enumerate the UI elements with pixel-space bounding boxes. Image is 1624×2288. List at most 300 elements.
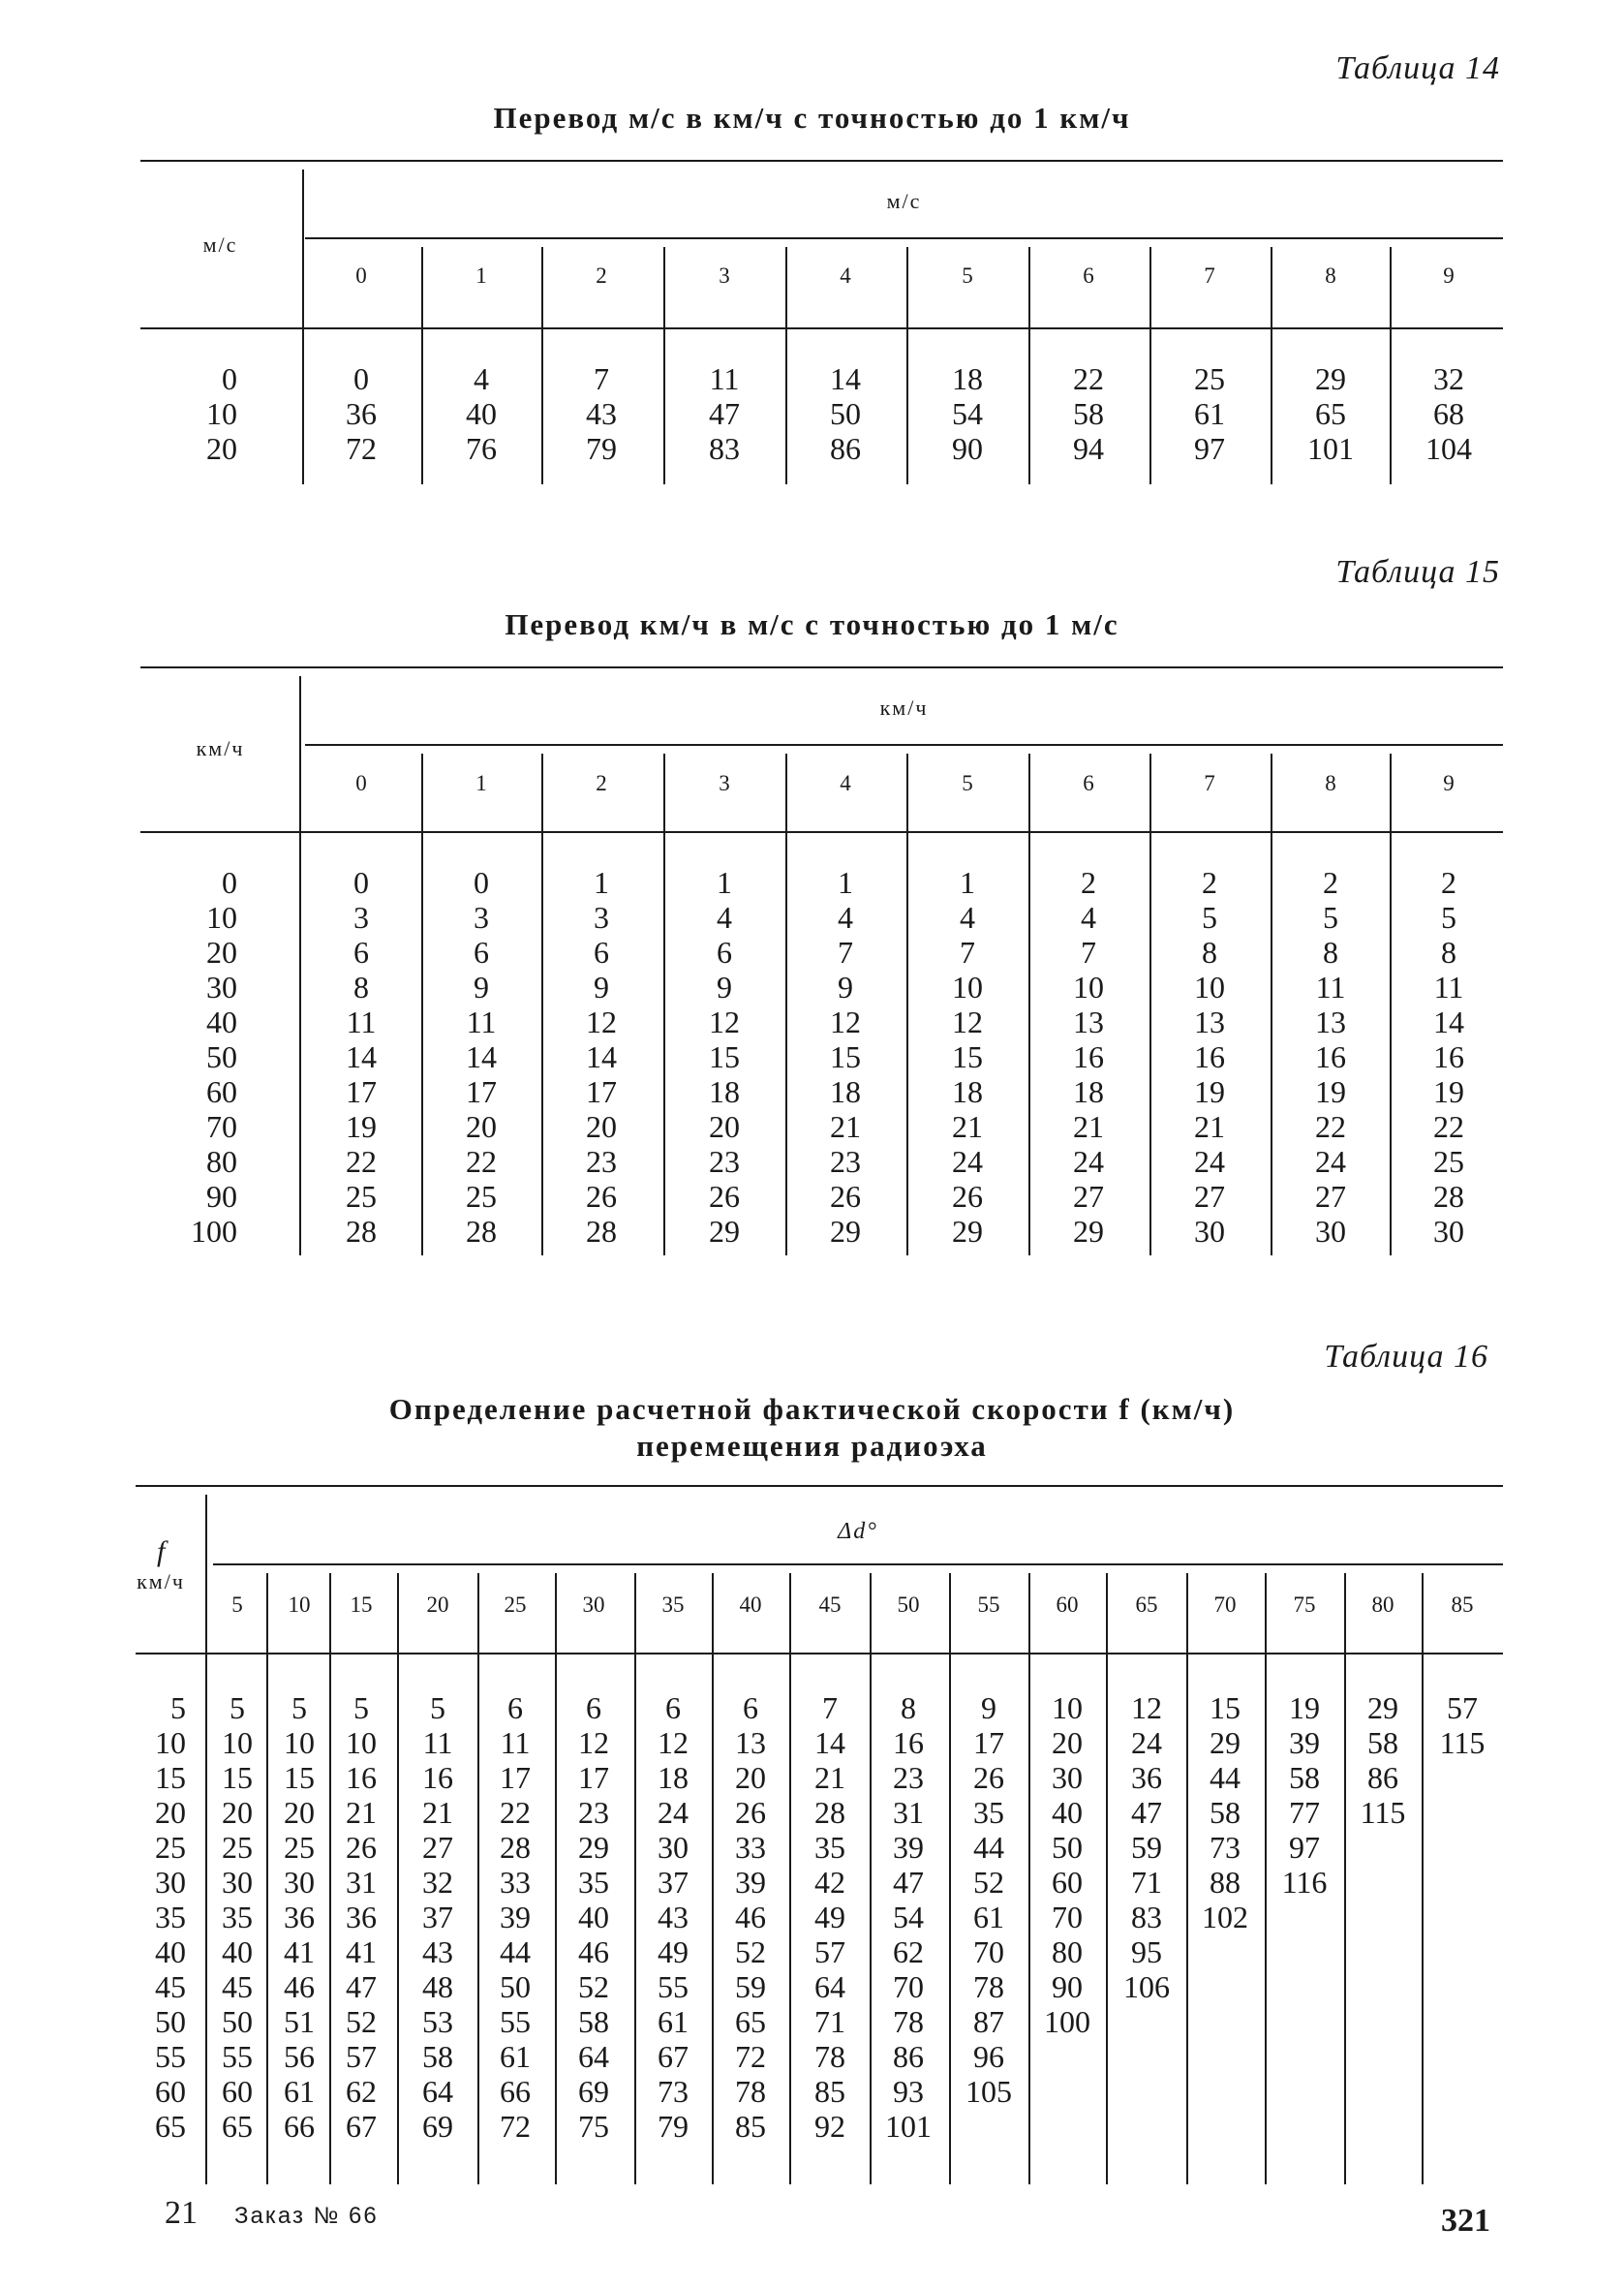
table16-cell: 66 [500, 2074, 531, 2109]
table15-col-label: 7 [1204, 771, 1215, 795]
table16-col-rule [789, 1573, 791, 2184]
table14-cell: 90 [952, 431, 983, 466]
table16-cell: 26 [346, 1830, 377, 1865]
table14-cell: 11 [709, 361, 740, 396]
table15-col-label: 6 [1083, 771, 1094, 795]
table15-label: Таблица 15 [1335, 554, 1500, 590]
table15-col-rule [1390, 754, 1392, 1255]
table16-row-label: 45 [155, 1969, 186, 2004]
table15-cell: 19 [1433, 1074, 1464, 1109]
table16-body-rule [136, 1653, 1503, 1654]
table15-cell: 13 [1194, 1005, 1225, 1039]
table15-cell: 20 [586, 1109, 617, 1144]
table16-cell: 64 [578, 2039, 609, 2074]
signature-number: 21 [165, 2195, 198, 2231]
table16-cell: 20 [735, 1760, 766, 1795]
table15-cell: 14 [466, 1039, 497, 1074]
table14-cell: 65 [1315, 396, 1346, 431]
table16-cell: 10 [1052, 1690, 1083, 1725]
table16-cell: 15 [222, 1760, 253, 1795]
table15-cell: 11 [1433, 970, 1464, 1005]
table14-col-rule [1028, 247, 1030, 484]
table16-cell: 67 [346, 2109, 377, 2144]
table15-cell: 3 [594, 900, 609, 935]
table16-cell: 50 [222, 2004, 253, 2039]
table16-cell: 42 [814, 1865, 845, 1900]
table16-cell: 25 [284, 1830, 315, 1865]
table16-col-rule [1186, 1573, 1188, 2184]
table16-cell: 12 [578, 1725, 609, 1760]
table16-cell: 21 [814, 1760, 845, 1795]
table16-row-label: 55 [155, 2039, 186, 2074]
table16-cell: 58 [1367, 1725, 1398, 1760]
table15-cell: 2 [1081, 865, 1096, 900]
table15-cell: 2 [1202, 865, 1217, 900]
table15-row-label: 40 [206, 1005, 237, 1039]
table15-cell: 23 [586, 1144, 617, 1179]
table15-cell: 9 [838, 970, 853, 1005]
table16-cell: 59 [735, 1969, 766, 2004]
table16-cell: 61 [658, 2004, 689, 2039]
table15-cell: 18 [952, 1074, 983, 1109]
table15-col-rule [1149, 754, 1151, 1255]
table14-cell: 50 [830, 396, 861, 431]
table16-cell: 23 [578, 1795, 609, 1830]
table16-cell: 78 [735, 2074, 766, 2109]
table15-cell: 0 [353, 865, 369, 900]
table16-cell: 72 [735, 2039, 766, 2074]
table15-cell: 6 [474, 935, 489, 970]
table16-cell: 20 [1052, 1725, 1083, 1760]
table15-cell: 12 [830, 1005, 861, 1039]
table16-cell: 27 [422, 1830, 453, 1865]
table16-cell: 45 [222, 1969, 253, 2004]
table16-cell: 58 [1289, 1760, 1320, 1795]
table16-header-rule [213, 1563, 1503, 1565]
table16-cell: 8 [901, 1690, 916, 1725]
table15-cell: 29 [830, 1214, 861, 1249]
table16-cell: 12 [1131, 1690, 1162, 1725]
table16-cell: 9 [981, 1690, 996, 1725]
table16-cell: 70 [893, 1969, 924, 2004]
table16-label: Таблица 16 [1324, 1339, 1488, 1375]
table14-label: Таблица 14 [1335, 50, 1500, 86]
table14-col-rule [1390, 247, 1392, 484]
table15-col-rule [1271, 754, 1272, 1255]
table15-cell: 12 [586, 1005, 617, 1039]
table14-cell: 83 [709, 431, 740, 466]
table16-cell: 29 [1367, 1690, 1398, 1725]
table16-col-label: 45 [818, 1592, 842, 1617]
table15-col-rule [541, 754, 543, 1255]
table15-cell: 5 [1323, 900, 1338, 935]
table15-cell: 10 [952, 970, 983, 1005]
table15-row-label: 0 [222, 865, 237, 900]
table16-cell: 36 [1131, 1760, 1162, 1795]
table16-cell: 61 [500, 2039, 531, 2074]
table16-cell: 55 [222, 2039, 253, 2074]
table15-row-header: км/ч [196, 736, 245, 760]
table14-col-rule [541, 247, 543, 484]
table16-col-label: 60 [1056, 1592, 1079, 1617]
table15-top-rule [140, 666, 1503, 668]
table15-cell: 22 [1433, 1109, 1464, 1144]
table15-cell: 27 [1315, 1179, 1346, 1214]
table15-cell: 26 [830, 1179, 861, 1214]
table15-cell: 6 [594, 935, 609, 970]
table14-col-rule [1149, 247, 1151, 484]
table14-cell: 14 [830, 361, 861, 396]
table14-col-label: 4 [840, 263, 851, 288]
table14-cell: 97 [1194, 431, 1225, 466]
table15-cell: 11 [466, 1005, 497, 1039]
table16-cell: 58 [422, 2039, 453, 2074]
table15-cell: 24 [1194, 1144, 1225, 1179]
table16-cell: 47 [346, 1969, 377, 2004]
table16-cell: 43 [422, 1934, 453, 1969]
table14-cell: 18 [952, 361, 983, 396]
table16-col-label: 5 [231, 1592, 243, 1617]
table16-row-header-symbol: f [157, 1535, 166, 1567]
table14-col-label: 9 [1443, 263, 1455, 288]
table16-cell: 16 [346, 1760, 377, 1795]
table16-cell: 58 [578, 2004, 609, 2039]
table14-col-header: м/с [886, 189, 922, 213]
table16-cell: 96 [973, 2039, 1004, 2074]
table16-cell: 40 [1052, 1795, 1083, 1830]
table14-col-label: 1 [475, 263, 487, 288]
table16-cell: 33 [735, 1830, 766, 1865]
table14-row-label: 0 [222, 361, 237, 396]
table15-col-label: 1 [475, 771, 487, 795]
table16-cell: 28 [500, 1830, 531, 1865]
table14-cell: 58 [1073, 396, 1104, 431]
table15-cell: 15 [830, 1039, 861, 1074]
table16-cell: 23 [893, 1760, 924, 1795]
table16-cell: 17 [500, 1760, 531, 1795]
table14-cell: 101 [1307, 431, 1354, 466]
table16-cell: 35 [578, 1865, 609, 1900]
table15-cell: 21 [1194, 1109, 1225, 1144]
table16-cell: 32 [422, 1865, 453, 1900]
table15-cell: 1 [594, 865, 609, 900]
table15-cell: 21 [1073, 1109, 1104, 1144]
table16-col-rule [477, 1573, 479, 2184]
table16-cell: 5 [291, 1690, 307, 1725]
table16-cell: 24 [1131, 1725, 1162, 1760]
table15-cell: 16 [1433, 1039, 1464, 1074]
table14-cell: 0 [353, 361, 369, 396]
table15-cell: 23 [830, 1144, 861, 1179]
table15-col-label: 8 [1325, 771, 1336, 795]
table15-cell: 16 [1073, 1039, 1104, 1074]
table16-cell: 67 [658, 2039, 689, 2074]
table14-cell: 76 [466, 431, 497, 466]
table16-cell: 21 [422, 1795, 453, 1830]
table14-col-label: 3 [719, 263, 730, 288]
table15-cell: 30 [1433, 1214, 1464, 1249]
table14-title: Перевод м/с в км/ч с точностью до 1 км/ч [493, 101, 1131, 135]
table16-cell: 52 [735, 1934, 766, 1969]
table15-cell: 22 [1315, 1109, 1346, 1144]
table16-cell: 44 [1210, 1760, 1241, 1795]
table15-cell: 24 [952, 1144, 983, 1179]
table16-cell: 30 [1052, 1760, 1083, 1795]
table15-cell: 30 [1315, 1214, 1346, 1249]
table15-col-rule [663, 754, 665, 1255]
page-number: 321 [1441, 2203, 1490, 2239]
table15-cell: 10 [1194, 970, 1225, 1005]
table16-col-label: 50 [897, 1592, 920, 1617]
table15-cell: 2 [1441, 865, 1456, 900]
table16-cell: 29 [578, 1830, 609, 1865]
table15-cell: 17 [346, 1074, 377, 1109]
table16-cell: 36 [346, 1900, 377, 1934]
table16-cell: 69 [422, 2109, 453, 2144]
table15-cell: 19 [1194, 1074, 1225, 1109]
table16-cell: 7 [822, 1690, 838, 1725]
table16-cell: 86 [1367, 1760, 1398, 1795]
table16-cell: 25 [222, 1830, 253, 1865]
table16-cell: 13 [735, 1725, 766, 1760]
table16-cell: 58 [1210, 1795, 1241, 1830]
table15-row-label: 70 [206, 1109, 237, 1144]
table16-cell: 16 [893, 1725, 924, 1760]
table15-cell: 8 [1323, 935, 1338, 970]
table15-cell: 3 [474, 900, 489, 935]
table16-cell: 64 [814, 1969, 845, 2004]
table14-col-label: 5 [962, 263, 973, 288]
table16-row-label: 60 [155, 2074, 186, 2109]
table15-cell: 5 [1441, 900, 1456, 935]
table16-col-rule [266, 1573, 268, 2184]
table16-cell: 75 [578, 2109, 609, 2144]
table16-cell: 26 [735, 1795, 766, 1830]
table15-row-label: 50 [206, 1039, 237, 1074]
table16-cell: 6 [665, 1690, 681, 1725]
table15-cell: 18 [709, 1074, 740, 1109]
table14-cell: 36 [346, 396, 377, 431]
table14-col-label: 0 [355, 263, 367, 288]
table15-cell: 17 [466, 1074, 497, 1109]
table14-cell: 32 [1433, 361, 1464, 396]
table16-col-label: 55 [977, 1592, 1000, 1617]
table15-row-label: 10 [206, 900, 237, 935]
table16-col-label: 15 [350, 1592, 373, 1617]
table16-title-line1: Определение расчетной фактической скорости f (км/ч) [388, 1392, 1236, 1426]
table15-cell: 3 [353, 900, 369, 935]
table16-cell: 78 [973, 1969, 1004, 2004]
table15-cell: 27 [1073, 1179, 1104, 1214]
table15-cell: 6 [717, 935, 732, 970]
table14-cell: 68 [1433, 396, 1464, 431]
table14-cell: 79 [586, 431, 617, 466]
table14-col-rule [906, 247, 908, 484]
table15-cell: 0 [474, 865, 489, 900]
table16-cell: 10 [222, 1725, 253, 1760]
table16-cell: 100 [1044, 2004, 1090, 2039]
table16-cell: 47 [1131, 1795, 1162, 1830]
table16-cell: 5 [353, 1690, 369, 1725]
table15-cell: 26 [586, 1179, 617, 1214]
table15-cell: 24 [1315, 1144, 1346, 1179]
table15-cell: 16 [1194, 1039, 1225, 1074]
table15-cell: 4 [838, 900, 853, 935]
table14-row-label: 10 [206, 396, 237, 431]
table16-cell: 52 [578, 1969, 609, 2004]
table16-col-label: 30 [582, 1592, 605, 1617]
table15-cell: 9 [474, 970, 489, 1005]
table16-col-label: 65 [1135, 1592, 1158, 1617]
table15-cell: 26 [952, 1179, 983, 1214]
table15-cell: 9 [717, 970, 732, 1005]
table14-cell: 104 [1425, 431, 1472, 466]
table15-cell: 25 [1433, 1144, 1464, 1179]
table14-col-rule [1271, 247, 1272, 484]
table16-row-label: 65 [155, 2109, 186, 2144]
table16-cell: 70 [973, 1934, 1004, 1969]
table16-cell: 51 [284, 2004, 315, 2039]
table16-cell: 115 [1360, 1795, 1406, 1830]
table15-col-rule [1028, 754, 1030, 1255]
table15-row-label: 20 [206, 935, 237, 970]
table15-cell: 4 [1081, 900, 1096, 935]
table16-cell: 39 [1289, 1725, 1320, 1760]
table16-col-rule [634, 1573, 636, 2184]
table15-cell: 8 [1441, 935, 1456, 970]
table15-cell: 1 [838, 865, 853, 900]
table16-cell: 6 [507, 1690, 523, 1725]
table14-cell: 94 [1073, 431, 1104, 466]
table16-cell: 22 [500, 1795, 531, 1830]
table16-col-label: 70 [1213, 1592, 1237, 1617]
table15-cell: 11 [1315, 970, 1346, 1005]
table15-cell: 23 [709, 1144, 740, 1179]
table16-row-label: 25 [155, 1830, 186, 1865]
table16-cell: 93 [893, 2074, 924, 2109]
table15-cell: 28 [586, 1214, 617, 1249]
table16-cell: 77 [1289, 1795, 1320, 1830]
table16-cell: 62 [893, 1934, 924, 1969]
table16-col-rule [1344, 1573, 1346, 2184]
table15-header-rule [305, 744, 1503, 746]
table15-cell: 29 [709, 1214, 740, 1249]
table15-row-label: 30 [206, 970, 237, 1005]
table16-col-rule [397, 1573, 399, 2184]
table16-col-label: 10 [288, 1592, 311, 1617]
table16-col-rule [949, 1573, 951, 2184]
table15-cell: 1 [717, 865, 732, 900]
table15-cell: 10 [1073, 970, 1104, 1005]
table14-body-rule [140, 327, 1503, 329]
table16-col-label: 35 [661, 1592, 685, 1617]
table15-body-rule [140, 831, 1503, 833]
table16-cell: 53 [422, 2004, 453, 2039]
table15-cell: 17 [586, 1074, 617, 1109]
table16-cell: 54 [893, 1900, 924, 1934]
table16-cell: 30 [222, 1865, 253, 1900]
table16-cell: 66 [284, 2109, 315, 2144]
table16-row-label: 15 [155, 1760, 186, 1795]
table16-cell: 115 [1439, 1725, 1486, 1760]
table16-cell: 80 [1052, 1934, 1083, 1969]
table16-col-rule [1028, 1573, 1030, 2184]
table16-cell: 14 [814, 1725, 845, 1760]
table16-cell: 70 [1052, 1900, 1083, 1934]
table16-cell: 12 [658, 1725, 689, 1760]
table15-col-rule [785, 754, 787, 1255]
table15-cell: 15 [709, 1039, 740, 1074]
table15-cell: 2 [1323, 865, 1338, 900]
table16-cell: 57 [346, 2039, 377, 2074]
table16-cell: 64 [422, 2074, 453, 2109]
table15-cell: 25 [346, 1179, 377, 1214]
table16-row-label: 30 [155, 1865, 186, 1900]
table15-cell: 28 [1433, 1179, 1464, 1214]
table16-cell: 61 [284, 2074, 315, 2109]
table16-cell: 83 [1131, 1900, 1162, 1934]
table14-cell: 25 [1194, 361, 1225, 396]
table15-cell: 30 [1194, 1214, 1225, 1249]
table16-cell: 17 [578, 1760, 609, 1795]
table14-top-rule [140, 160, 1503, 162]
table15-cell: 20 [466, 1109, 497, 1144]
table16-cell: 72 [500, 2109, 531, 2144]
table15-title: Перевод км/ч в м/с с точностью до 1 м/с [505, 607, 1119, 641]
table15-col-rule [906, 754, 908, 1255]
table16-cell: 87 [973, 2004, 1004, 2039]
table16-cell: 43 [658, 1900, 689, 1934]
table16-cell: 86 [893, 2039, 924, 2074]
table16-cell: 26 [973, 1760, 1004, 1795]
table16-cell: 41 [346, 1934, 377, 1969]
table16-cell: 40 [222, 1934, 253, 1969]
table16-col-rule [555, 1573, 557, 2184]
table16-row-label: 50 [155, 2004, 186, 2039]
table16-cell: 17 [973, 1725, 1004, 1760]
table16-col-label: 80 [1371, 1592, 1394, 1617]
table16-cell: 30 [658, 1830, 689, 1865]
table15-row-label: 60 [206, 1074, 237, 1109]
table16-col-rule [712, 1573, 714, 2184]
table15-cell: 7 [960, 935, 975, 970]
table16-row-label: 35 [155, 1900, 186, 1934]
table16-cell: 85 [814, 2074, 845, 2109]
table16-cell: 35 [222, 1900, 253, 1934]
table16-cell: 55 [500, 2004, 531, 2039]
table16-cell: 73 [658, 2074, 689, 2109]
table15-cell: 18 [1073, 1074, 1104, 1109]
table15-cell: 27 [1194, 1179, 1225, 1214]
table16-cell: 52 [346, 2004, 377, 2039]
table15-row-label: 90 [206, 1179, 237, 1214]
table14-col-label: 7 [1204, 263, 1215, 288]
table15-cell: 5 [1202, 900, 1217, 935]
table16-row-header-unit: км/ч [137, 1569, 185, 1593]
table16-cell: 28 [814, 1795, 845, 1830]
table15-cell: 14 [346, 1039, 377, 1074]
table16-cell: 20 [222, 1795, 253, 1830]
table16-col-label: 40 [739, 1592, 762, 1617]
table15-cell: 15 [952, 1039, 983, 1074]
table16-cell: 71 [814, 2004, 845, 2039]
table15-cell: 13 [1073, 1005, 1104, 1039]
table16-cell: 11 [500, 1725, 531, 1760]
table14-cell: 54 [952, 396, 983, 431]
table16-cell: 92 [814, 2109, 845, 2144]
table16-col-rule [870, 1573, 872, 2184]
table14-cell: 72 [346, 431, 377, 466]
